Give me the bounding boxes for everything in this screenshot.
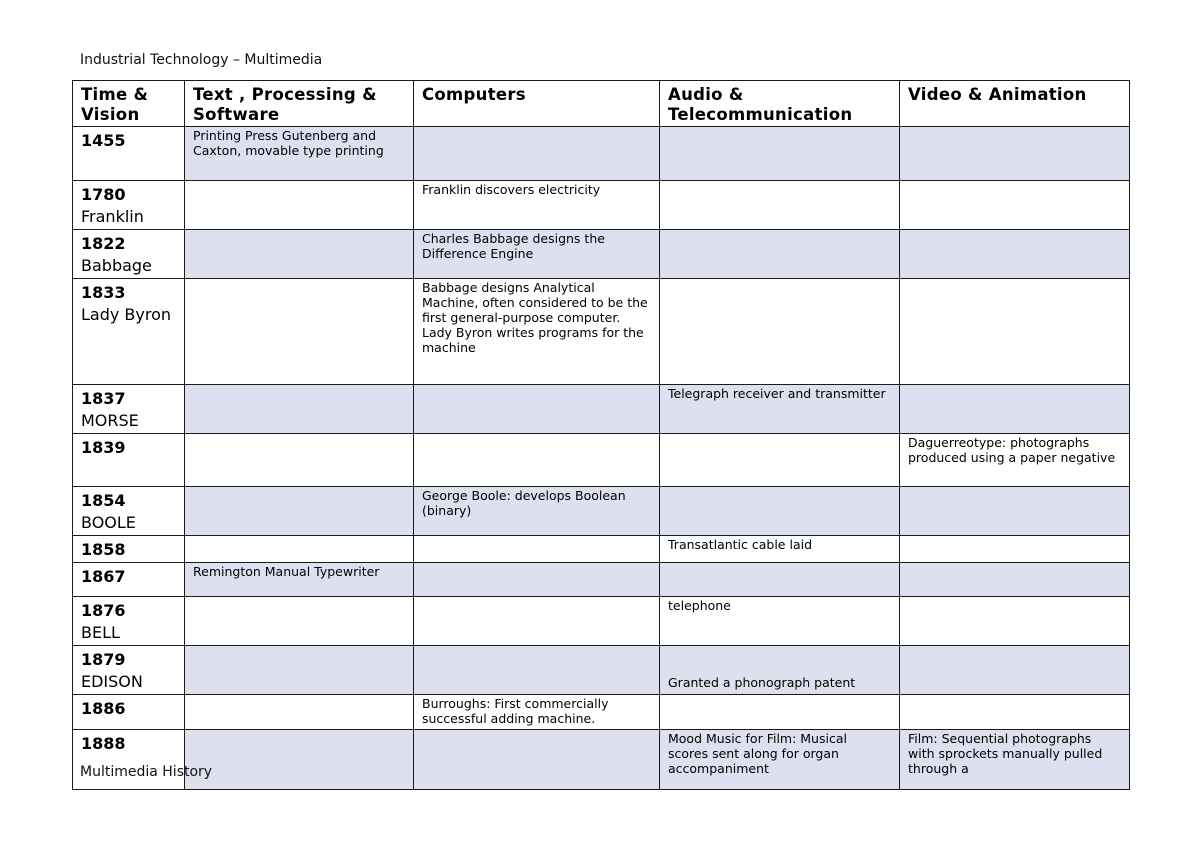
table-row — [73, 646, 1130, 695]
cell-text-processing — [185, 385, 414, 434]
year: 1886 — [81, 699, 126, 718]
time-cell — [73, 536, 185, 563]
table-row — [73, 597, 1130, 646]
cell-audio: Granted a phonograph patent — [660, 646, 900, 695]
cell-video — [900, 279, 1130, 385]
time-cell — [73, 646, 185, 695]
year: 1780 — [81, 185, 126, 204]
cell-audio: Transatlantic cable laid — [660, 536, 900, 563]
table-row — [73, 181, 1130, 230]
year: 1822 — [81, 234, 126, 253]
cell-audio: telephone — [660, 597, 900, 646]
cell-text-processing — [185, 487, 414, 536]
timeline-table — [72, 80, 1130, 790]
cell-audio: Mood Music for Film: Musical scores sent along for organ accompaniment — [660, 730, 900, 790]
cell-video — [900, 563, 1130, 597]
cell-computers — [414, 597, 660, 646]
table-row — [73, 279, 1130, 385]
person: MORSE — [81, 411, 139, 430]
cell-text-processing — [185, 181, 414, 230]
time-cell — [73, 563, 185, 597]
cell-text-processing — [185, 536, 414, 563]
column-header-video: Video & Animation — [900, 81, 1130, 127]
cell-computers — [414, 730, 660, 790]
cell-computers — [414, 127, 660, 181]
person: BELL — [81, 623, 120, 642]
year: 1833 — [81, 283, 126, 302]
cell-audio — [660, 563, 900, 597]
cell-video: Daguerreotype: photographs produced using a paper negative — [900, 434, 1130, 487]
cell-computers: Charles Babbage designs the Difference Engine — [414, 230, 660, 279]
person: Franklin — [81, 207, 144, 226]
cell-video — [900, 695, 1130, 730]
cell-text-processing — [185, 730, 414, 790]
column-header-computers: Computers — [414, 81, 660, 127]
cell-computers — [414, 563, 660, 597]
header-row — [73, 81, 1130, 127]
table-row — [73, 695, 1130, 730]
time-cell — [73, 695, 185, 730]
person: BOOLE — [81, 513, 136, 532]
year: 1879 — [81, 650, 126, 669]
time-cell — [73, 230, 185, 279]
person: Lady Byron — [81, 305, 172, 324]
cell-audio — [660, 230, 900, 279]
cell-audio — [660, 487, 900, 536]
time-cell — [73, 279, 185, 385]
cell-computers — [414, 536, 660, 563]
column-header-time: Time & Vision — [73, 81, 185, 127]
cell-text-processing — [185, 434, 414, 487]
cell-computers — [414, 434, 660, 487]
cell-audio — [660, 181, 900, 230]
time-cell — [73, 597, 185, 646]
cell-video: Film: Sequential photographs with sprockets manually pulled through a — [900, 730, 1130, 790]
column-header-audio: Audio & Telecommunication — [660, 81, 900, 127]
cell-video — [900, 230, 1130, 279]
year: 1867 — [81, 567, 126, 586]
table-row — [73, 730, 1130, 790]
cell-text-processing — [185, 279, 414, 385]
year: 1876 — [81, 601, 126, 620]
time-cell — [73, 434, 185, 487]
cell-computers: Babbage designs Analytical Machine, often considered to be the first general-purpose computer. Lady Byron writes programs for the machine — [414, 279, 660, 385]
year: 1455 — [81, 131, 126, 150]
cell-text-processing — [185, 695, 414, 730]
time-cell — [73, 127, 185, 181]
cell-video — [900, 487, 1130, 536]
table-row — [73, 563, 1130, 597]
cell-audio — [660, 695, 900, 730]
cell-video — [900, 181, 1130, 230]
year: 1837 — [81, 389, 126, 408]
table-row — [73, 536, 1130, 563]
cell-text-processing: Remington Manual Typewriter — [185, 563, 414, 597]
table-row — [73, 385, 1130, 434]
time-cell — [73, 487, 185, 536]
table-row — [73, 434, 1130, 487]
year: 1888 — [81, 734, 126, 753]
table-row — [73, 230, 1130, 279]
cell-text-processing — [185, 646, 414, 695]
person: Babbage — [81, 256, 152, 275]
cell-video — [900, 646, 1130, 695]
cell-text-processing: Printing Press Gutenberg and Caxton, movable type printing — [185, 127, 414, 181]
year: 1858 — [81, 540, 126, 559]
time-cell — [73, 385, 185, 434]
person: EDISON — [81, 672, 143, 691]
page-header: Industrial Technology – Multimedia — [80, 52, 323, 68]
cell-audio — [660, 279, 900, 385]
cell-video — [900, 385, 1130, 434]
year: 1854 — [81, 491, 126, 510]
cell-computers: Burroughs: First commercially successful adding machine. — [414, 695, 660, 730]
cell-video — [900, 597, 1130, 646]
page-footer: Multimedia History — [80, 764, 213, 780]
cell-video — [900, 536, 1130, 563]
column-header-text-processing: Text , Processing & Software — [185, 81, 414, 127]
cell-text-processing — [185, 230, 414, 279]
cell-text-processing — [185, 597, 414, 646]
time-cell — [73, 730, 185, 790]
cell-audio: Telegraph receiver and transmitter — [660, 385, 900, 434]
table-row — [73, 127, 1130, 181]
cell-audio — [660, 434, 900, 487]
cell-computers — [414, 646, 660, 695]
cell-computers: Franklin discovers electricity — [414, 181, 660, 230]
table-row — [73, 487, 1130, 536]
year: 1839 — [81, 438, 126, 457]
time-cell — [73, 181, 185, 230]
cell-computers — [414, 385, 660, 434]
cell-audio — [660, 127, 900, 181]
cell-video — [900, 127, 1130, 181]
cell-computers: George Boole: develops Boolean (binary) — [414, 487, 660, 536]
